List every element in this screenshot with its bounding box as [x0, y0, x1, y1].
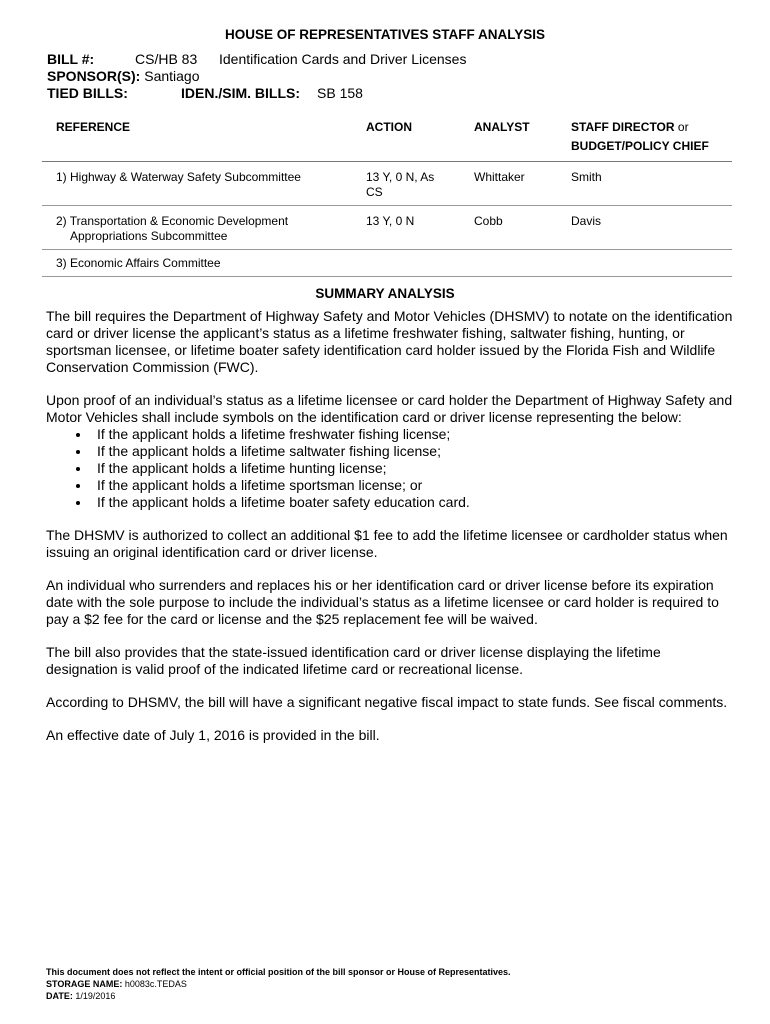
header-action: ACTION	[352, 112, 460, 162]
summary-paragraph: According to DHSMV, the bill will have a significant negative fiscal impact to state funds. See fiscal comments.	[46, 694, 728, 710]
table-row	[42, 250, 732, 277]
table-row	[42, 162, 732, 206]
analyst-cell: Cobb	[460, 206, 557, 250]
list-item: • If the applicant holds a lifetime sportsman license; or	[91, 477, 736, 494]
iden-sim-bills-label: IDEN./SIM. BILLS:	[181, 85, 300, 101]
analyst-cell: Whittaker	[460, 162, 557, 206]
bill-title: Identification Cards and Driver Licenses	[219, 51, 467, 67]
committee-name: 2) Transportation & Economic Development	[56, 214, 289, 228]
reference-table-header	[42, 112, 732, 162]
header-staff-director-label: STAFF DIRECTOR	[571, 120, 675, 134]
summary-heading: SUMMARY ANALYSIS	[315, 286, 455, 301]
staff-director-cell: Davis	[557, 206, 732, 250]
summary-paragraph: The bill also provides that the state-issued identification card or driver license displaying the lifetime designation is valid proof of the indicated lifetime card or recreational license.	[46, 644, 661, 677]
date-value: 1/19/2016	[75, 991, 116, 1001]
committee-cell	[42, 162, 352, 206]
staff-director-cell: Smith	[557, 162, 732, 206]
analyst-cell	[460, 250, 557, 277]
sponsor-name: Santiago	[144, 68, 200, 84]
tied-bills-label: TIED BILLS:	[47, 85, 128, 101]
committee-name: 1) Highway & Waterway Safety Subcommittee	[56, 170, 301, 184]
date-label: DATE	[46, 991, 70, 1001]
bill-info	[47, 51, 467, 102]
summary-paragraph: An individual who surrenders and replaces his or her identification card or driver license before its expiration date with the sole purpose to include the individual’s status as a lifetime licensee or card holder is required to pay a $2 fee for the card or license and the $25 replacement fee will be waived.	[46, 577, 719, 627]
summary-paragraph: An effective date of July 1, 2016 is provided in the bill.	[46, 727, 380, 743]
action-cell: 13 Y, 0 N, As CS	[352, 162, 460, 206]
summary-body	[46, 308, 736, 760]
table-row	[42, 206, 732, 250]
action-cell	[352, 250, 460, 277]
header-analyst: ANALYST	[460, 112, 557, 162]
committee-name: 3) Economic Affairs Committee	[56, 256, 221, 270]
sponsor-label: SPONSOR(S):	[47, 68, 141, 84]
reference-table	[42, 112, 732, 277]
bill-number-row	[47, 51, 467, 68]
date-line: DATE: 1/19/2016	[46, 991, 116, 1001]
summary-paragraph: The DHSMV is authorized to collect an additional $1 fee to add the lifetime licensee or cardholder status when issuing an original identification card or driver license.	[46, 527, 728, 560]
iden-sim-bills-value: SB 158	[317, 85, 363, 101]
storage-name-label: STORAGE NAME	[46, 979, 120, 989]
committee-cell	[42, 250, 352, 277]
header-or: or	[677, 120, 689, 134]
document-title: HOUSE OF REPRESENTATIVES STAFF ANALYSIS	[224, 27, 546, 42]
action-cell: 13 Y, 0 N	[352, 206, 460, 250]
header-budget-policy-chief: BUDGET/POLICY CHIEF	[571, 139, 709, 153]
sponsor-row	[47, 68, 200, 85]
header-reference: REFERENCE	[42, 112, 352, 162]
tied-bills-row	[47, 85, 363, 102]
list-item: • If the applicant holds a lifetime freshwater fishing license;	[91, 426, 736, 443]
storage-name-value: h0083c.TEDAS	[124, 979, 187, 989]
staff-director-cell	[557, 250, 732, 277]
summary-paragraph: The bill requires the Department of Highway Safety and Motor Vehicles (DHSMV) to notate on the identification card or driver license the applicant’s status as a lifetime freshwater fishing, saltwater fishing, hunting, or sportsman licensee, or lifetime boater safety identification card holder issued by the Florida Fish and Wildlife Conservation Commission (FWC).	[46, 308, 733, 375]
disclaimer-text: This document does not reflect the intent or official position of the bill sponsor or House of Representatives.	[46, 967, 511, 977]
list-item: • If the applicant holds a lifetime boater safety education card.	[91, 494, 736, 511]
committee-cell	[42, 206, 352, 250]
document-footer	[46, 966, 511, 1002]
bill-number: CS/HB 83	[135, 51, 198, 67]
list-item: • If the applicant holds a lifetime saltwater fishing license;	[91, 443, 736, 460]
header-staff-director	[557, 112, 732, 162]
summary-paragraph: Upon proof of an individual’s status as a lifetime licensee or card holder the Department of Highway Safety and Motor Vehicles shall include symbols on the identification card or driver license representing the below:	[46, 392, 733, 425]
storage-name-line: STORAGE NAME: h0083c.TEDAS	[46, 979, 187, 989]
committee-name-continued: Appropriations Subcommittee	[70, 229, 228, 243]
symbol-list	[46, 426, 736, 511]
list-item: • If the applicant holds a lifetime hunting license;	[91, 460, 736, 477]
bill-label: BILL #:	[47, 51, 95, 67]
